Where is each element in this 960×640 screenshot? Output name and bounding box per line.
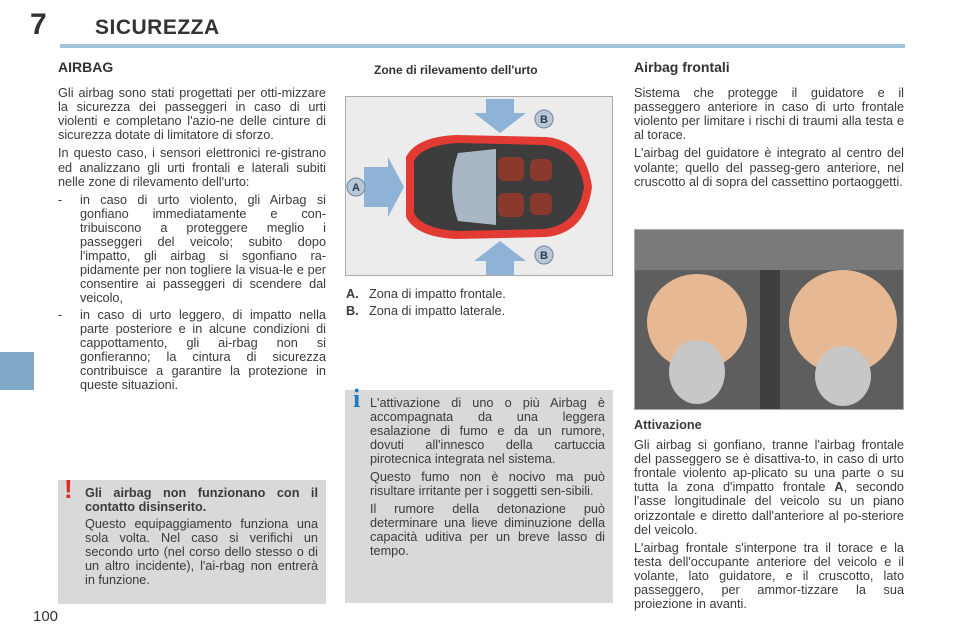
warning-body: Questo equipaggiamento funziona una sola volta. Nel caso si verifichi un secondo urto (nel corso dello stesso o di un altro incidente), l'ai-rbag non entrerà in funzione. xyxy=(85,517,318,587)
marker-b-label: B xyxy=(540,114,548,126)
list-item-text: in caso di urto violento, gli Airbag si gonfiano immediatamente e con-tribuiscono a proteggere meglio i passeggeri del veicolo; subito dopo l'impatto, gli airbag si sgonfiano ra-pidamente per non togliere la visua-le e per consentire ai passeggeri di scendere dal veicolo, xyxy=(80,192,326,306)
page-number: 100 xyxy=(33,608,59,625)
center-console xyxy=(760,270,780,410)
paragraph: L'airbag frontale s'interpone tra il torace e la testa dell'occupante anteriore del veicolo e il volante, lato guidatore, e il cruscotto, lato passeggero, per ammor-tizzare la sua proiezione in avanti. xyxy=(634,540,904,612)
list-dash: - xyxy=(58,192,63,207)
list-item-text: in caso di urto leggero, di impatto nella parte posteriore e in alcune condizioni di cappottamento, gli ai-rbag non si gonfieranno; la cintura di sicurezza contribuisce a garantire la protezione in queste situazioni. xyxy=(80,307,326,392)
warning-exclamation-icon: ! xyxy=(64,474,73,504)
legend-row xyxy=(346,286,506,303)
legend-text: Zona di impatto frontale. xyxy=(369,287,506,301)
section-heading-frontal-airbag: Airbag frontali xyxy=(634,59,730,75)
list-item xyxy=(58,193,326,306)
car-top-view-illustration xyxy=(346,97,613,276)
car-seat xyxy=(530,159,552,181)
front-impact-arrow xyxy=(364,157,404,217)
impact-zones-diagram xyxy=(345,96,613,276)
header-rule xyxy=(60,44,905,48)
airbag-intro-column xyxy=(58,60,326,394)
frontal-airbag-column xyxy=(634,60,904,193)
dashboard xyxy=(635,230,904,270)
info-paragraph: Il rumore della detonazione può determinare una lieve diminuzione della capacità uditiva per un breve lasso di tempo. xyxy=(370,502,605,558)
activation-column xyxy=(634,418,904,615)
legend-letter: A. xyxy=(346,287,359,301)
info-icon: i xyxy=(353,384,361,413)
car-seat xyxy=(498,157,524,181)
chapter-number: 7 xyxy=(30,8,47,41)
car-seat xyxy=(530,193,552,215)
marker-a-label: A xyxy=(352,182,360,194)
chapter-title: SICUREZZA xyxy=(95,16,220,39)
car-body xyxy=(414,143,584,231)
list-dash: - xyxy=(58,307,63,322)
paragraph: L'airbag del guidatore è integrato al centro del volante; quello del passeg-gero anteriore, nel cruscotto al di sopra del cassettino portaoggetti. xyxy=(634,146,904,189)
activation-text: Gli airbag si gonfiano, tranne l'airbag frontale del passeggero se è disattiva-to, in caso di urto frontale violento ap-plicato su una parte o su tutta la zona d'impatto frontale xyxy=(634,438,904,495)
paragraph: In questo caso, i sensori elettronici re-gistrano ed analizzano gli urti frontali e laterali subiti nelle zone di rilevamento dell'urto: xyxy=(58,146,326,189)
list-item xyxy=(58,308,326,393)
paragraph xyxy=(634,438,904,537)
frontal-airbags-illustration xyxy=(634,229,904,410)
zones-title: Zone di rilevamento dell'urto xyxy=(374,63,538,77)
legend-row xyxy=(346,303,506,320)
activation-heading: Attivazione xyxy=(634,418,702,432)
car-seat xyxy=(498,193,524,217)
warning-note xyxy=(58,474,326,604)
info-paragraph: L'attivazione di uno o più Airbag è accompagnata da una leggera esalazione di fumo e da un rumore, dovuti all'innesco della cartuccia pirotecnica integrata nel sistema. xyxy=(370,396,605,466)
deployed-airbags-image xyxy=(635,230,904,410)
side-impact-arrow-top xyxy=(474,99,526,133)
zones-legend xyxy=(346,286,506,320)
chapter-side-tab xyxy=(0,352,34,390)
side-impact-arrow-bottom xyxy=(474,241,526,275)
zone-letter: A xyxy=(834,480,844,495)
section-heading-airbag: AIRBAG xyxy=(58,59,114,75)
activation-text-end: , secondo l'asse longitudinale del veicolo su un piano orizzontale e diretto dall'anteriore al po-steriore del veicolo. xyxy=(634,480,904,537)
car-windshield xyxy=(452,149,496,225)
warning-title: Gli airbag non funzionano con il contatto disinserito. xyxy=(85,486,318,514)
info-paragraph: Questo fumo non è nocivo ma può risultare irritante per i soggetti sen-sibili. xyxy=(370,470,605,498)
driver-figure xyxy=(669,340,725,404)
passenger-figure xyxy=(815,346,871,406)
legend-text: Zona di impatto laterale. xyxy=(369,304,506,318)
info-note xyxy=(345,384,613,603)
paragraph: Gli airbag sono stati progettati per otti-mizzare la sicurezza dei passeggeri in caso di urti violenti e completano l'azio-ne delle cinture di sicurezza dotate di limitatore di sforzo. xyxy=(58,86,326,143)
paragraph: Sistema che protegge il guidatore e il passeggero anteriore in caso di urto frontale violento per limitare i rischi di traumi alla testa e al torace. xyxy=(634,86,904,143)
marker-b-label: B xyxy=(540,250,548,262)
legend-letter: B. xyxy=(346,304,359,318)
